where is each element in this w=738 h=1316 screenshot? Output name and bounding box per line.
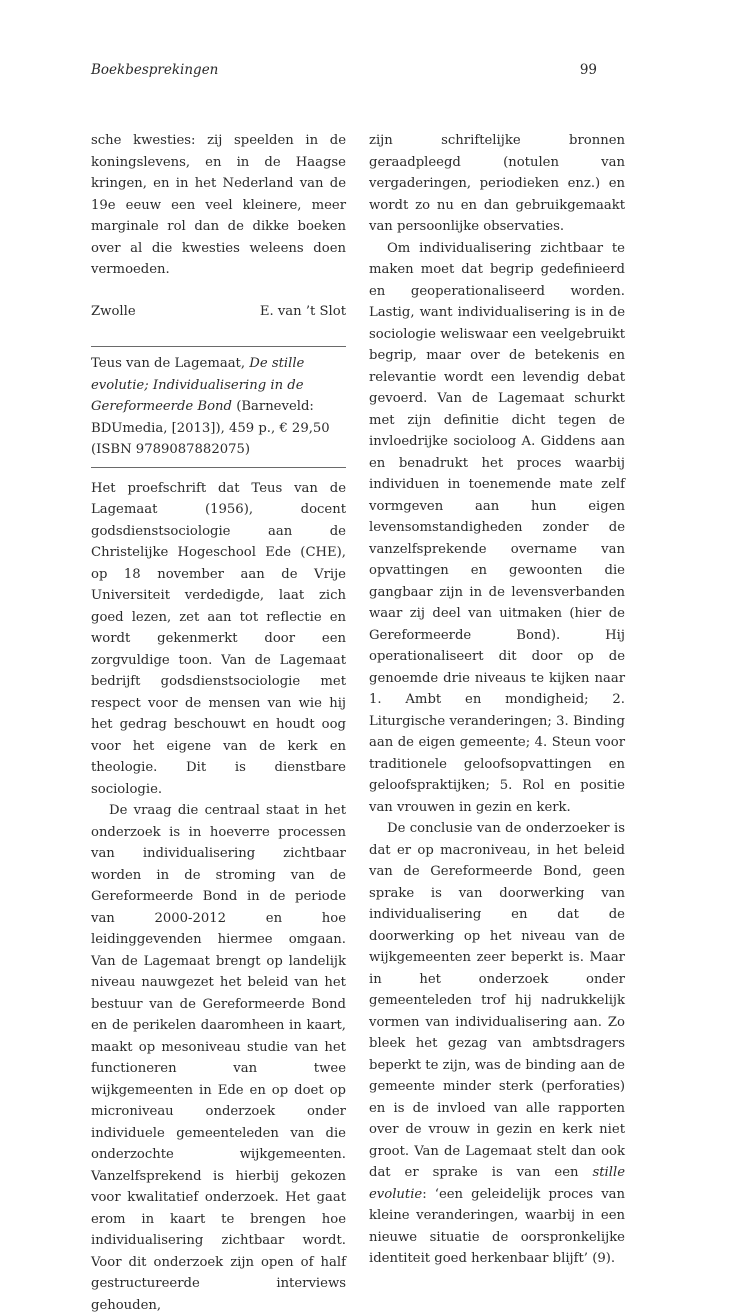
section-title: Boekbesprekingen — [91, 62, 219, 78]
review-paragraph: Om individualisering zichtbaar te maken moet dat begrip gedefinieerd en geoperationaliseerd worden. Lastig, want individualisering is in de sociologie weliswaar een veelgebruikt begrip, maar over de betekenis en relevantie wordt een levendig debat gevoerd. Van de Lagemaat schurkt met zijn definitie dicht tegen de invloedrijke socioloog A. Giddens aan en benadrukt het proces waarbij individuen in toenemende mate zelf vormgeven aan hun eigen levensomstandigheden zonder de vanzelfsprekende overname van opvattingen en gewoonten die gangbaar zijn in de levensverbanden waar zij deel van uitmaken (hier de Gereformeerde Bond). Hij operationaliseert dit door op de genoemde drie niveaus te kijken naar 1. Ambt en mondigheid; 2. Liturgische veranderingen; 3. Binding aan de eigen gemeente; 4. Steun voor traditionele geloofsopvattingen en geloofspraktijken; 5. Rol en positie van vrouwen in gezin en kerk. — [369, 240, 625, 815]
divider-bottom — [91, 467, 346, 468]
review-paragraph: zijn schriftelijke bronnen geraadpleegd (notulen van vergaderingen, periodieken enz.) en wordt zo nu en dan gebruikgemaakt van persoonlijke observaties. — [369, 133, 625, 234]
review-paragraph — [369, 818, 625, 1270]
citation-author: Teus van de Lagemaat, — [91, 356, 250, 371]
conclusion-quote: : ‘een geleidelijk proces van kleine veranderingen, waarbij in een nieuwe situatie de oorspronkelijke identiteit goed herkenbaar blijft’ (9). — [369, 1186, 625, 1266]
running-head — [91, 62, 597, 78]
review-paragraph: Het proefschrift dat Teus van de Lagemaat (1956), docent godsdienstsociologie aan de Christelijke Hogeschool Ede (CHE), op 18 november aan de Vrije Universiteit verdedigde, laat zich goed lezen, zet aan tot reflectie en wordt gekenmerkt door een zorgvuldige toon. Van de Lagemaat bedrijft godsdienstsociologie met respect voor de mensen van wie hij het gedrag beschouwt en houdt oog voor het eigene van de kerk en theologie. Dit is dienstbare sociologie. — [91, 480, 346, 797]
signoff-author: E. van ’t Slot — [259, 303, 346, 319]
conclusion-text: De conclusie van de onderzoeker is dat er op macroniveau, in het beleid van de Gereformeerde Bond, geen sprake is van doorwerking van individualisering en dat de doorwerking op het niveau van de wijkgemeenten zeer beperkt is. Maar in het onderzoek onder gemeenteleden trof hij nadrukkelijk vormen van individualisering aan. Zo bleek het gezag van ambtsdragers beperkt te zijn, was de binding aan de gemeente minder sterk (perforaties) en is de invloed van alle rapporten over de vrouw in gezin en kerk niet groot. Van de Lagemaat stelt dan ook dat er sprake is van een — [369, 821, 625, 1180]
citation-details: (Barneveld: BDUmedia, [2013]), 459 p., € 29,50 (ISBN 9789087882075) — [91, 399, 330, 457]
page-number: 99 — [579, 62, 597, 78]
left-column — [91, 130, 346, 1316]
right-column — [369, 130, 625, 1270]
conclusion-italic-term: stille evolutie — [369, 1165, 625, 1202]
signoff-place: Zwolle — [91, 303, 136, 319]
book-citation — [91, 347, 346, 467]
citation-title: De stille evolutie; Individualisering in de Gereformeerde Bond — [91, 356, 305, 414]
review-paragraph: De vraag die centraal staat in het onderzoek is in hoeverre processen van individualisering zichtbaar worden in de stroming van de Gereformeerde Bond in de periode van 2000-2012 en hoe leidinggevenden hiermee omgaan. Van de Lagemaat brengt op landelijk niveau nauwgezet het beleid van het bestuur van de Gereformeerde Bond en de perikelen daaromheen in kaart, maakt op mesoniveau studie van het functioneren van twee wijkgemeenten in Ede en op doet op microniveau onderzoek onder individuele gemeenteleden van die onderzochte wijkgemeenten. Vanzelfsprekend is hierbij gekozen voor kwalitatief onderzoek. Het gaat erom in kaart te brengen hoe individualisering zichtbaar wordt. Voor dit onderzoek zijn open of half gestructureerde interviews gehouden, — [91, 803, 346, 1313]
continuation-paragraph: sche kwesties: zij speelden in de koningslevens, en in de Haagse kringen, en in het Nederland van de 19e eeuw een veel kleinere, meer marginale rol dan de dikke boeken over al die kwesties weleens doen vermoeden. — [91, 133, 346, 277]
review-signoff — [91, 301, 346, 323]
